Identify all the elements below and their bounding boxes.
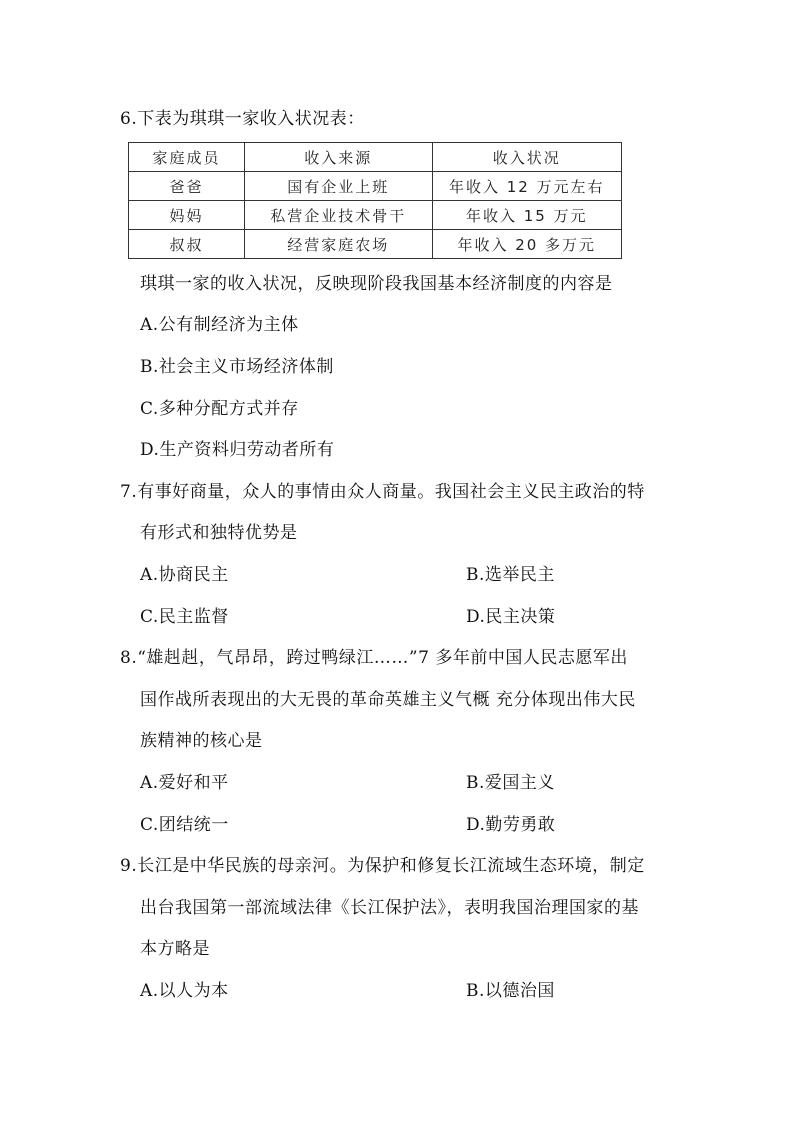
q8-option-c: C.团结统一 bbox=[140, 815, 229, 835]
header-member: 家庭成员 bbox=[129, 143, 245, 172]
q7-stem-line2: 有形式和独特优势是 bbox=[140, 523, 298, 543]
q9-stem-line2: 出台我国第一部流域法律《长江保护法》，表明我国治理国家的基 bbox=[140, 898, 639, 918]
q7-option-a: A.协商民主 bbox=[140, 565, 229, 585]
table-cell: 经营家庭农场 bbox=[245, 230, 432, 259]
q6-option-b: B.社会主义市场经济体制 bbox=[140, 357, 334, 377]
header-source: 收入来源 bbox=[245, 143, 432, 172]
q7-option-d: D.民主决策 bbox=[466, 607, 556, 627]
table-cell: 爸爸 bbox=[129, 172, 245, 201]
table-cell: 年收入 20 多万元 bbox=[432, 230, 622, 259]
q6-question: 琪琪一家的收入状况，反映现阶段我国基本经济制度的内容是 bbox=[140, 274, 613, 294]
q7-stem-line1: 7.有事好商量，众人的事情由众人商量。我国社会主义民主政治的特 bbox=[120, 482, 645, 502]
q6-stem: 6.下表为琪琪一家收入状况表： bbox=[120, 109, 365, 129]
table-cell: 年收入 12 万元左右 bbox=[432, 172, 622, 201]
q8-option-a: A.爱好和平 bbox=[140, 773, 229, 793]
q8-stem-line3: 族精神的核心是 bbox=[140, 731, 263, 751]
q7-option-c: C.民主监督 bbox=[140, 607, 229, 627]
q9-stem-line1: 9.长江是中华民族的母亲河。为保护和修复长江流域生态环境，制定 bbox=[120, 856, 645, 876]
table-cell: 妈妈 bbox=[129, 201, 245, 230]
table-cell: 年收入 15 万元 bbox=[432, 201, 622, 230]
q8-option-b: B.爱国主义 bbox=[466, 773, 555, 793]
table-row bbox=[129, 201, 622, 230]
table-row bbox=[129, 230, 622, 259]
table-header-row bbox=[129, 143, 622, 172]
q6-option-c: C.多种分配方式并存 bbox=[140, 399, 299, 419]
q6-option-d: D.生产资料归劳动者所有 bbox=[140, 440, 335, 460]
q8-option-d: D.勤劳勇敢 bbox=[466, 815, 556, 835]
q8-stem-line2: 国作战所表现出的大无畏的革命英雄主义气概 充分体现出伟大民 bbox=[140, 690, 636, 710]
q9-option-b: B.以德治国 bbox=[466, 981, 555, 1001]
header-status: 收入状况 bbox=[432, 143, 622, 172]
income-table bbox=[128, 142, 622, 259]
table-cell: 国有企业上班 bbox=[245, 172, 432, 201]
q8-stem-line1: 8.“雄赳赳，气昂昂，跨过鸭绿江……”7 多年前中国人民志愿军出 bbox=[120, 648, 628, 668]
q6-option-a: A.公有制经济为主体 bbox=[140, 315, 299, 335]
table-cell: 叔叔 bbox=[129, 230, 245, 259]
q7-option-b: B.选举民主 bbox=[466, 565, 555, 585]
table-row bbox=[129, 172, 622, 201]
q9-option-a: A.以人为本 bbox=[140, 981, 229, 1001]
table-cell: 私营企业技术骨干 bbox=[245, 201, 432, 230]
q9-stem-line3: 本方略是 bbox=[140, 939, 210, 959]
